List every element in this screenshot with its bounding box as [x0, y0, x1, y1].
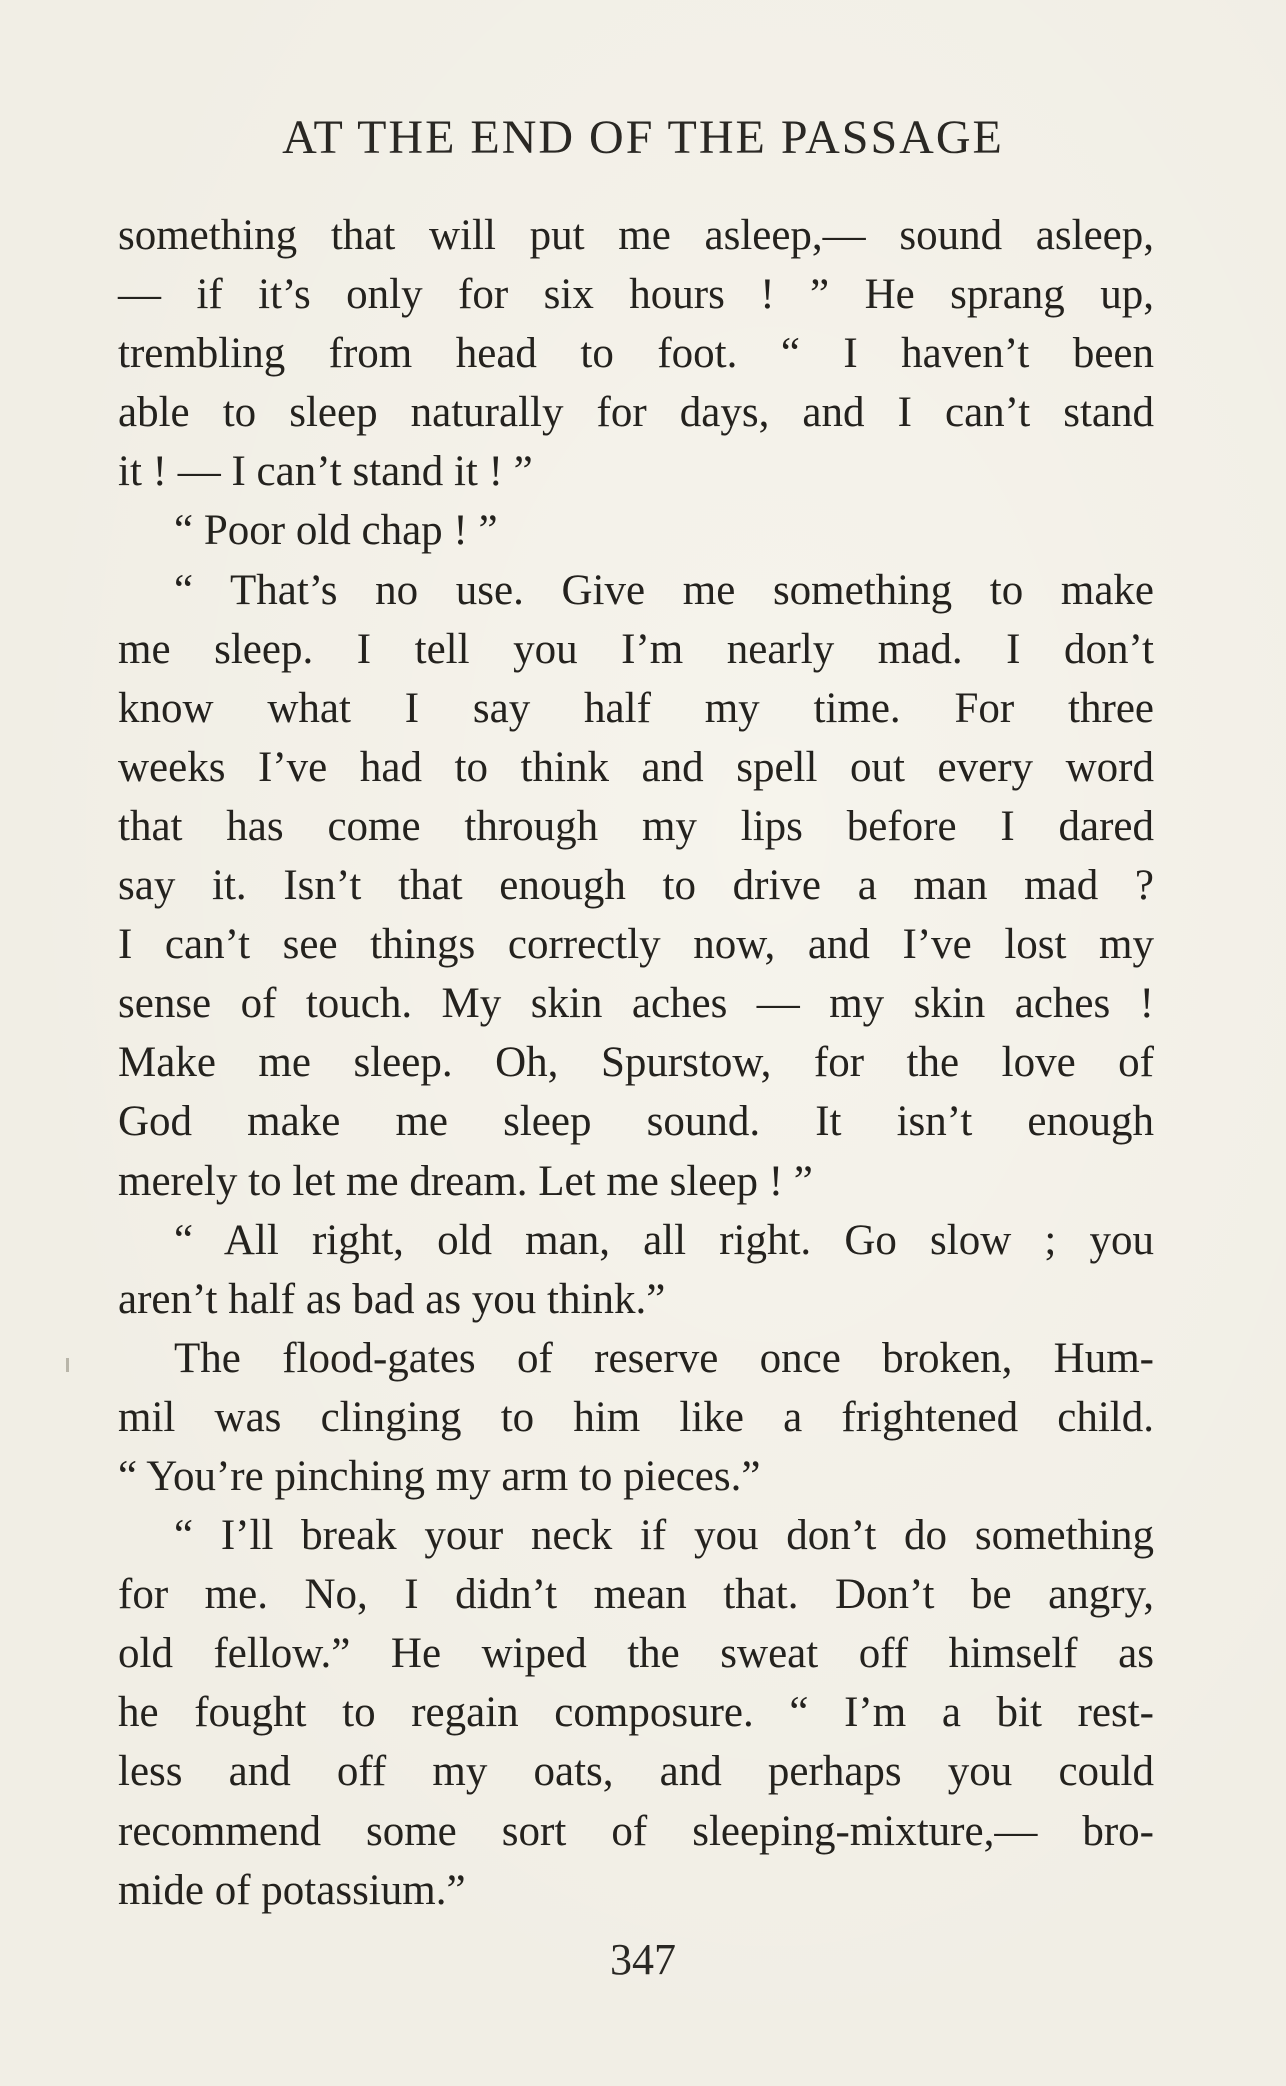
text-line: “ All right, old man, all right. Go slow ; you — [174, 1216, 1154, 1264]
text-line: less and off my oats, and perhaps you could — [118, 1748, 1154, 1796]
text-line: “ Poor old chap ! ” — [174, 507, 498, 555]
text-line: that has come through my lips before I dared — [118, 802, 1154, 850]
text-line: it ! — I can’t stand it ! ” — [118, 448, 533, 496]
text-line: “ That’s no use. Give me something to make — [174, 566, 1154, 614]
page-number: 347 — [610, 1935, 676, 1984]
text-line: Make me sleep. Oh, Spurstow, for the love of — [118, 1039, 1154, 1087]
text-line: “ You’re pinching my arm to pieces.” — [118, 1452, 761, 1500]
running-head: AT THE END OF THE PASSAGE — [282, 111, 1004, 164]
text-line: “ I’ll break your neck if you don’t do something — [174, 1512, 1154, 1560]
text-line: for me. No, I didn’t mean that. Don’t be angry, — [118, 1571, 1154, 1619]
text-line: something that will put me asleep,— sound asleep, — [118, 212, 1154, 259]
text-line: — if it’s only for six hours ! ” He sprang up, — [118, 271, 1154, 319]
text-line: old fellow.” He wiped the sweat off himself as — [118, 1630, 1154, 1678]
text-line: weeks I’ve had to think and spell out every word — [118, 743, 1154, 791]
text-line: I can’t see things correctly now, and I’ve lost my — [118, 921, 1154, 969]
text-line: me sleep. I tell you I’m nearly mad. I don’t — [118, 625, 1154, 673]
text-line: recommend some sort of sleeping-mixture,— bro- — [118, 1807, 1154, 1855]
text-line: aren’t half as bad as you think.” — [118, 1275, 666, 1323]
margin-mark — [66, 1358, 69, 1372]
text-line: able to sleep naturally for days, and I can’t stand — [118, 389, 1154, 437]
text-line: merely to let me dream. Let me sleep ! ” — [118, 1157, 813, 1205]
text-line: sense of touch. My skin aches — my skin aches ! — [118, 980, 1154, 1028]
text-line: say it. Isn’t that enough to drive a man mad ? — [118, 862, 1154, 910]
text-line: God make me sleep sound. It isn’t enough — [118, 1098, 1154, 1146]
text-line: The flood-gates of reserve once broken, Hum- — [174, 1334, 1154, 1382]
body-text — [118, 206, 1154, 1920]
text-line: mide of potassium.” — [118, 1866, 466, 1914]
text-line: know what I say half my time. For three — [118, 684, 1154, 732]
text-line: he fought to regain composure. “ I’m a bit rest- — [118, 1689, 1154, 1737]
text-line: trembling from head to foot. “ I haven’t been — [118, 330, 1154, 378]
text-line: mil was clinging to him like a frightened child. — [118, 1393, 1154, 1441]
